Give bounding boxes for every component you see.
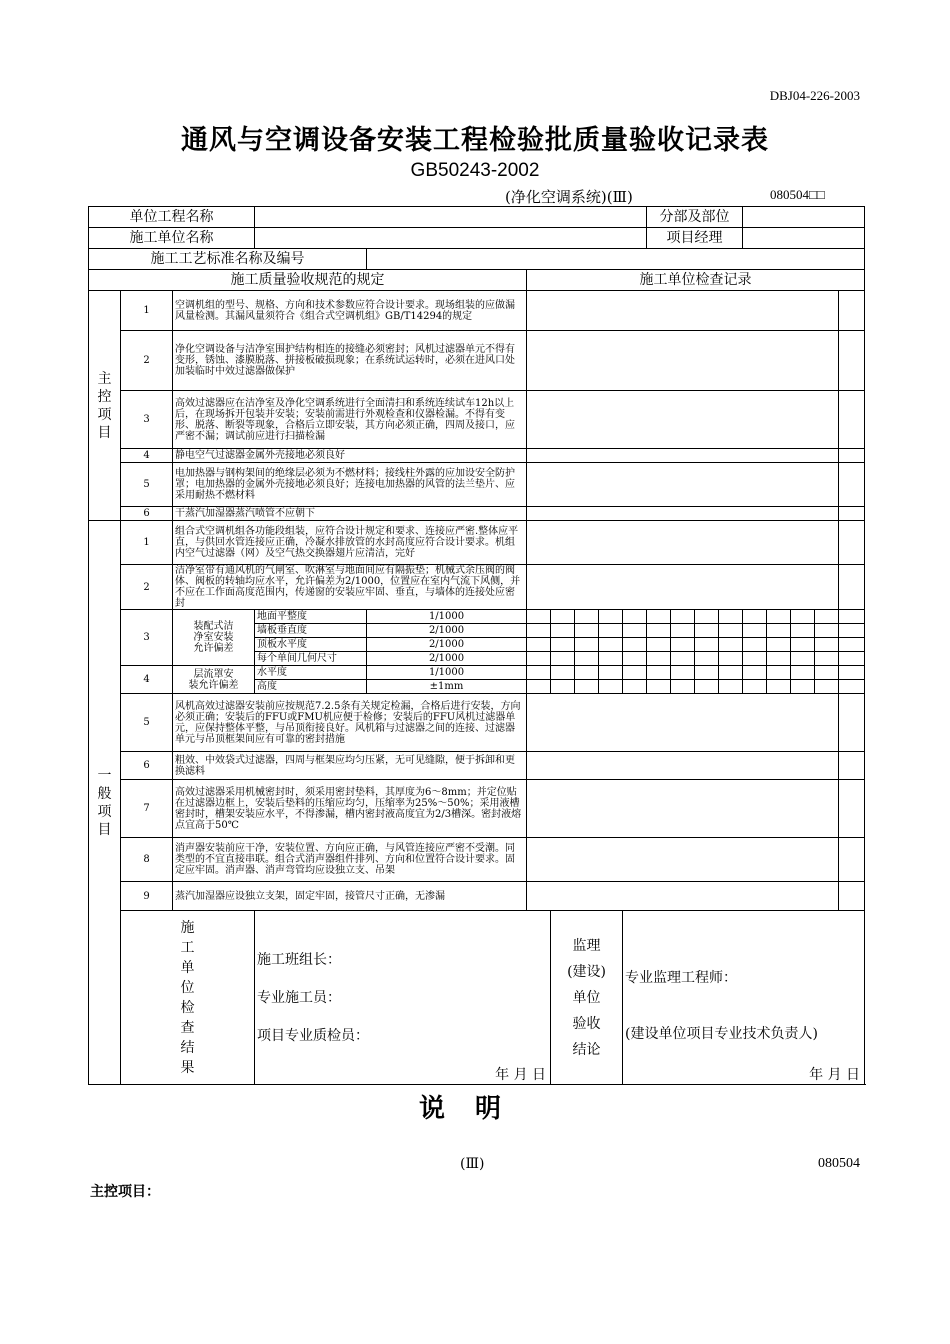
general-item-number: 3 bbox=[121, 610, 173, 666]
main-item-text: 空调机组的型号、规格、方向和技术参数应符合设计要求。现场组装的应做漏风量检测。其漏风量须符合《组合式空调机组》GB/T14294的规定 bbox=[173, 291, 527, 331]
measure-cell[interactable] bbox=[527, 652, 551, 666]
measure-cell[interactable] bbox=[575, 680, 599, 694]
tolerance-value: ±1mm bbox=[367, 680, 527, 694]
measure-cell[interactable] bbox=[551, 624, 575, 638]
measure-cell[interactable] bbox=[743, 666, 767, 680]
main-item-number: 4 bbox=[121, 449, 173, 463]
measure-cell[interactable] bbox=[719, 610, 743, 624]
main-item-number: 1 bbox=[121, 291, 173, 331]
measure-cell[interactable] bbox=[575, 652, 599, 666]
tolerance-value: 1/1000 bbox=[367, 610, 527, 624]
measure-cell[interactable] bbox=[647, 666, 671, 680]
measure-cell[interactable] bbox=[743, 638, 767, 652]
general-item-result[interactable] bbox=[839, 838, 865, 882]
measure-cell[interactable] bbox=[671, 652, 695, 666]
measure-cell[interactable] bbox=[839, 652, 865, 666]
measure-cell[interactable] bbox=[839, 666, 865, 680]
main-control-section-label: 主 控 项 目 bbox=[89, 291, 121, 521]
construction-inspection-result-label: 施 工 单 位 检 查 结 果 bbox=[121, 911, 255, 1085]
main-item-check-record[interactable] bbox=[527, 331, 839, 391]
measure-cell[interactable] bbox=[815, 666, 839, 680]
measure-cell[interactable] bbox=[623, 652, 647, 666]
measure-cell[interactable] bbox=[599, 638, 623, 652]
measure-cell[interactable] bbox=[575, 610, 599, 624]
general-item-check-record[interactable] bbox=[527, 838, 839, 882]
general-item-check-record[interactable] bbox=[527, 752, 839, 780]
general-item-check-record[interactable] bbox=[527, 565, 839, 610]
main-item-check-record[interactable] bbox=[527, 449, 839, 463]
unit-project-label: 单位工程名称 bbox=[89, 207, 255, 228]
general-item-text: 粗效、中效袋式过滤器，四周与框架应均匀压紧，无可见缝隙，便于拆卸和更换滤料 bbox=[173, 752, 527, 780]
measure-cell[interactable] bbox=[767, 652, 791, 666]
measure-cell[interactable] bbox=[791, 652, 815, 666]
main-item-text: 干蒸汽加湿器蒸汽喷管不应朝下 bbox=[173, 507, 527, 521]
sub-project-field[interactable] bbox=[743, 207, 865, 228]
supervision-date: 年 月 日 bbox=[809, 1067, 861, 1083]
measure-cell[interactable] bbox=[839, 638, 865, 652]
measure-cell[interactable] bbox=[527, 624, 551, 638]
measure-cell[interactable] bbox=[695, 666, 719, 680]
main-item-result[interactable] bbox=[839, 463, 865, 507]
measure-cell[interactable] bbox=[815, 610, 839, 624]
main-item-result[interactable] bbox=[839, 391, 865, 449]
main-item-result[interactable] bbox=[839, 449, 865, 463]
measure-cell[interactable] bbox=[575, 666, 599, 680]
tolerance-value: 2/1000 bbox=[367, 638, 527, 652]
footer-code: 080504 bbox=[818, 1156, 860, 1171]
measure-cell[interactable] bbox=[599, 666, 623, 680]
main-item-result[interactable] bbox=[839, 507, 865, 521]
general-item-result[interactable] bbox=[839, 565, 865, 610]
measure-cell[interactable] bbox=[767, 638, 791, 652]
measure-cell[interactable] bbox=[743, 652, 767, 666]
measure-cell[interactable] bbox=[671, 680, 695, 694]
measure-cell[interactable] bbox=[599, 624, 623, 638]
worker-label: 专业施工员： bbox=[257, 990, 342, 1006]
construction-unit-label: 施工单位名称 bbox=[89, 228, 255, 249]
cleanroom-deviation-label: 装配式洁 净室安装 允许偏差 bbox=[173, 610, 255, 666]
measure-cell[interactable] bbox=[743, 610, 767, 624]
general-item-number: 7 bbox=[121, 780, 173, 838]
main-item-number: 2 bbox=[121, 331, 173, 391]
measure-cell[interactable] bbox=[551, 610, 575, 624]
tolerance-name: 墙板垂直度 bbox=[255, 624, 367, 638]
measure-cell[interactable] bbox=[623, 666, 647, 680]
supervisor-label: 专业监理工程师： bbox=[625, 970, 738, 986]
main-item-result[interactable] bbox=[839, 331, 865, 391]
measure-cell[interactable] bbox=[599, 610, 623, 624]
general-item-text: 风机高效过滤器安装前应按规范7.2.5条有关规定检漏，合格后进行安装，方向必须正确；安装后的FFU或FMU机应便于检修；安装后的FFU风机过滤器单元，应保持整体平整，与吊顶衔接良好。风机箱与过滤器之间的连接、过滤器单元与吊顶框架间应有可靠的密封措施 bbox=[173, 694, 527, 752]
measure-cell[interactable] bbox=[719, 666, 743, 680]
tolerance-name: 水平度 bbox=[255, 666, 367, 680]
measure-cell[interactable] bbox=[743, 624, 767, 638]
construction-signature-box[interactable] bbox=[255, 911, 551, 1085]
measure-cell[interactable] bbox=[647, 638, 671, 652]
measure-cell[interactable] bbox=[839, 610, 865, 624]
general-item-number: 5 bbox=[121, 694, 173, 752]
general-item-check-record[interactable] bbox=[527, 780, 839, 838]
measure-cell[interactable] bbox=[791, 666, 815, 680]
check-column-header: 施工单位检查记录 bbox=[527, 270, 865, 291]
system-subtitle: (净化空调系统)(Ⅲ) bbox=[505, 188, 633, 206]
general-item-number: 4 bbox=[121, 666, 173, 694]
measure-cell[interactable] bbox=[743, 680, 767, 694]
sub-project-label: 分部及部位 bbox=[647, 207, 743, 228]
measure-cell[interactable] bbox=[791, 610, 815, 624]
general-item-number: 8 bbox=[121, 838, 173, 882]
measure-cell[interactable] bbox=[623, 638, 647, 652]
measure-cell[interactable] bbox=[671, 666, 695, 680]
measure-cell[interactable] bbox=[815, 638, 839, 652]
measure-cell[interactable] bbox=[767, 610, 791, 624]
general-section-label: 一 般 项 目 bbox=[89, 521, 121, 1085]
spec-column-header: 施工质量验收规范的规定 bbox=[89, 270, 527, 291]
general-item-text: 消声器安装前应干净，安装位置、方向应正确，与风管连接应严密不受潮。同类型的不宜直接串联。组合式消声器组件排列、方向和位置符合设计要求。固定应牢固。消声器、消声弯管均应设独立支、吊架 bbox=[173, 838, 527, 882]
main-item-number: 5 bbox=[121, 463, 173, 507]
explanation-title: 说明 bbox=[418, 1094, 531, 1124]
tolerance-value: 2/1000 bbox=[367, 624, 527, 638]
main-item-check-record[interactable] bbox=[527, 463, 839, 507]
measure-cell[interactable] bbox=[623, 624, 647, 638]
measure-cell[interactable] bbox=[527, 638, 551, 652]
measure-cell[interactable] bbox=[671, 638, 695, 652]
measure-cell[interactable] bbox=[719, 624, 743, 638]
general-item-result[interactable] bbox=[839, 694, 865, 752]
project-manager-field[interactable] bbox=[743, 228, 865, 249]
main-item-check-record[interactable] bbox=[527, 291, 839, 331]
measure-cell[interactable] bbox=[671, 624, 695, 638]
general-item-number: 9 bbox=[121, 882, 173, 911]
measure-cell[interactable] bbox=[527, 680, 551, 694]
footer-section-mark: (Ⅲ) bbox=[460, 1156, 485, 1172]
measure-cell[interactable] bbox=[719, 652, 743, 666]
measure-cell[interactable] bbox=[647, 624, 671, 638]
measure-cell[interactable] bbox=[719, 680, 743, 694]
supervision-conclusion-label: 监理 (建设) 单位 验收 结论 bbox=[551, 911, 623, 1085]
tolerance-value: 2/1000 bbox=[367, 652, 527, 666]
form-code: 080504□□ bbox=[770, 187, 825, 202]
measure-cell[interactable] bbox=[647, 610, 671, 624]
tolerance-name: 地面平整度 bbox=[255, 610, 367, 624]
measure-cell[interactable] bbox=[599, 680, 623, 694]
owner-representative-label: (建设单位项目专业技术负责人) bbox=[625, 1026, 818, 1042]
measure-cell[interactable] bbox=[695, 624, 719, 638]
measure-cell[interactable] bbox=[767, 666, 791, 680]
measure-cell[interactable] bbox=[791, 680, 815, 694]
tolerance-name: 高度 bbox=[255, 680, 367, 694]
measure-cell[interactable] bbox=[527, 610, 551, 624]
construction-date: 年 月 日 bbox=[495, 1067, 547, 1083]
page-title: 通风与空调设备安装工程检验批质量验收记录表 bbox=[181, 125, 769, 156]
general-item-result[interactable] bbox=[839, 780, 865, 838]
measure-cell[interactable] bbox=[647, 652, 671, 666]
main-item-text: 高效过滤器应在洁净室及净化空调系统进行全面清扫和系统连续试车12h以上后，在现场拆开包装并安装；安装前需进行外观检查和仪器检漏。不得有变形、脱落、断裂等现象，合格后立即安装，其方向必须正确，四周及接口，应严密不漏；调试前应进行扫描检漏 bbox=[173, 391, 527, 449]
general-item-text: 组合式空调机组各功能段组装，应符合设计规定和要求、连接应严密.整体应平直，与供回水管连接应正确，冷凝水排放管的水封高度应符合设计要求。机组内空气过滤器（网）及空气热交换器翅片应清洁，完好 bbox=[173, 521, 527, 565]
main-items-heading: 主控项目： bbox=[90, 1183, 160, 1199]
tolerance-name: 顶板水平度 bbox=[255, 638, 367, 652]
measure-cell[interactable] bbox=[695, 638, 719, 652]
tolerance-name: 每个单间几何尺寸 bbox=[255, 652, 367, 666]
general-item-number: 6 bbox=[121, 752, 173, 780]
measure-cell[interactable] bbox=[551, 652, 575, 666]
general-item-check-record[interactable] bbox=[527, 694, 839, 752]
inspection-table bbox=[88, 206, 865, 1085]
main-item-result[interactable] bbox=[839, 291, 865, 331]
main-item-number: 3 bbox=[121, 391, 173, 449]
general-item-check-record[interactable] bbox=[527, 521, 839, 565]
general-item-result[interactable] bbox=[839, 752, 865, 780]
main-item-text: 静电空气过滤器金属外壳接地必须良好 bbox=[173, 449, 527, 463]
measure-cell[interactable] bbox=[527, 666, 551, 680]
unit-project-field[interactable] bbox=[255, 207, 647, 228]
supervision-signature-box[interactable] bbox=[623, 911, 865, 1085]
measure-cell[interactable] bbox=[815, 652, 839, 666]
process-standard-field[interactable] bbox=[367, 249, 865, 270]
main-item-number: 6 bbox=[121, 507, 173, 521]
measure-cell[interactable] bbox=[791, 638, 815, 652]
general-item-check-record[interactable] bbox=[527, 882, 839, 911]
team-leader-label: 施工班组长： bbox=[257, 952, 342, 968]
measure-cell[interactable] bbox=[671, 610, 695, 624]
measure-cell[interactable] bbox=[791, 624, 815, 638]
laminar-hood-deviation-label: 层流罩安 装允许偏差 bbox=[173, 666, 255, 694]
main-item-text: 净化空调设备与洁净室围护结构相连的接缝必须密封；风机过滤器单元不得有变形，锈蚀、漆膜脱落、拼接板破损现象；在系统试运转时，必须在进风口处加装临时中效过滤器做保护 bbox=[173, 331, 527, 391]
measure-cell[interactable] bbox=[719, 638, 743, 652]
main-item-check-record[interactable] bbox=[527, 507, 839, 521]
measure-cell[interactable] bbox=[647, 680, 671, 694]
measure-cell[interactable] bbox=[551, 666, 575, 680]
document-code: DBJ04-226-2003 bbox=[769, 88, 860, 103]
general-item-number: 1 bbox=[121, 521, 173, 565]
measure-cell[interactable] bbox=[767, 624, 791, 638]
main-item-text: 电加热器与钢构架间的绝缘层必须为不燃材料；接线柱外露的应加设安全防护罩；电加热器的金属外壳接地必须良好；连接电加热器的风管的法兰垫片、应采用耐热不燃材料 bbox=[173, 463, 527, 507]
process-standard-label: 施工工艺标准名称及编号 bbox=[89, 249, 367, 270]
measure-cell[interactable] bbox=[839, 624, 865, 638]
measure-cell[interactable] bbox=[695, 680, 719, 694]
measure-cell[interactable] bbox=[551, 680, 575, 694]
measure-cell[interactable] bbox=[623, 680, 647, 694]
general-item-result[interactable] bbox=[839, 521, 865, 565]
general-item-text: 高效过滤器采用机械密封时，须采用密封垫料，其厚度为6～8mm；并定位贴在过滤器边框上，安装后垫料的压缩应均匀，压缩率为25%～50%；采用液槽密封时，槽架安装应水平，不得渗漏，槽内密封液高度宜为2/3槽深。密封液熔点宜高于50℃ bbox=[173, 780, 527, 838]
tolerance-value: 1/1000 bbox=[367, 666, 527, 680]
measure-cell[interactable] bbox=[575, 624, 599, 638]
standard-number: GB50243-2002 bbox=[410, 160, 540, 181]
construction-unit-field[interactable] bbox=[255, 228, 647, 249]
general-item-number: 2 bbox=[121, 565, 173, 610]
measure-cell[interactable] bbox=[695, 610, 719, 624]
inspector-label: 项目专业质检员： bbox=[257, 1028, 370, 1044]
measure-cell[interactable] bbox=[695, 652, 719, 666]
main-item-check-record[interactable] bbox=[527, 391, 839, 449]
measure-cell[interactable] bbox=[815, 680, 839, 694]
measure-cell[interactable] bbox=[575, 638, 599, 652]
measure-cell[interactable] bbox=[599, 652, 623, 666]
measure-cell[interactable] bbox=[551, 638, 575, 652]
measure-cell[interactable] bbox=[815, 624, 839, 638]
measure-cell[interactable] bbox=[767, 680, 791, 694]
measure-cell[interactable] bbox=[623, 610, 647, 624]
general-item-text: 洁净室带有通风机的气闸室、吹淋室与地面间应有隔振垫；机械式余压阀的阀体、阀板的转轴均应水平，允许偏差为2/1000，位置应在室内气流下风侧，并不应在工作面高度范围内，传递窗的安装应牢固、垂直，与墙体的连接处应密封 bbox=[173, 565, 527, 610]
project-manager-label: 项目经理 bbox=[647, 228, 743, 249]
measure-cell[interactable] bbox=[839, 680, 865, 694]
general-item-result[interactable] bbox=[839, 882, 865, 911]
general-item-text: 蒸汽加湿器应设独立支架，固定牢固，接管尺寸正确，无渗漏 bbox=[173, 882, 527, 911]
